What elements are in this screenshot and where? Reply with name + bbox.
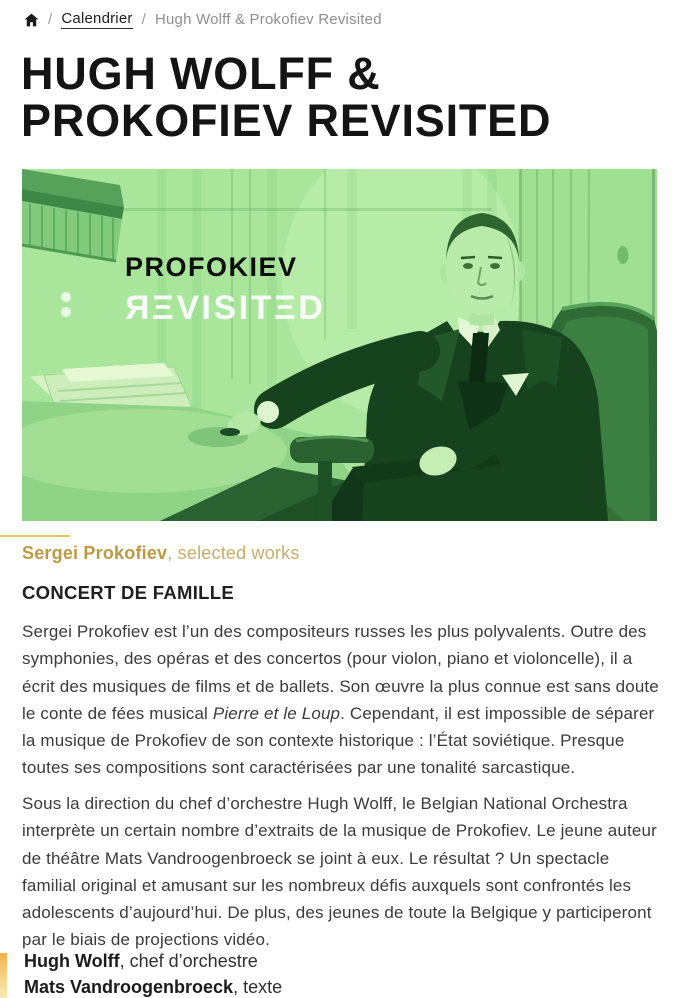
credit-name: Hugh Wolff bbox=[24, 951, 120, 971]
page-title-line2: PROKOFIEV REVISITED bbox=[21, 95, 552, 146]
work-title-italic: Pierre et le Loup bbox=[212, 703, 341, 723]
paragraph-1 bbox=[22, 618, 670, 782]
paragraph-1-line: toutes ses compositions sont caractérisées par une tonalité sarcastique. bbox=[22, 758, 576, 778]
credits-accent-bar bbox=[0, 953, 7, 998]
hero-image bbox=[22, 169, 657, 521]
paragraph-2-line: par le biais de projections vidéo. bbox=[22, 930, 270, 950]
paragraph-1-line: le conte de fées musical Pierre et le Loup. Cependant, il est impossible de séparer bbox=[22, 703, 655, 723]
paragraph-2-line: interprète un certain nombre d’extraits de la musique de Prokofiev. Le jeune auteur bbox=[22, 821, 657, 841]
gold-divider bbox=[0, 535, 70, 537]
breadcrumb bbox=[24, 10, 382, 29]
hero-overlay-subtitle: ЯΞVISITΞD bbox=[125, 289, 326, 327]
breadcrumb-current: Hugh Wolff & Prokofiev Revisited bbox=[154, 11, 382, 28]
page-title bbox=[21, 50, 551, 144]
paragraph-2-line: Sous la direction du chef d’orchestre Hugh Wolff, le Belgian National Orchestra bbox=[22, 794, 628, 813]
overlay-colon-dot bbox=[61, 307, 71, 317]
hero-overlay-title: PROFOKIEV bbox=[125, 252, 298, 282]
paragraph-2-line: adolescents d’aujourd’hui. De plus, des jeunes de toute la Belgique y participeront bbox=[22, 903, 652, 923]
credit-line bbox=[24, 949, 282, 975]
paragraph-1-line: la musique de Prokofiev de son contexte historique : l’État soviétique. Presque bbox=[22, 731, 625, 751]
paragraph-1-line: symphonies, des opéras et des concertos (pour violon, piano et violoncelle), il a bbox=[22, 649, 633, 669]
paragraph-1-line: écrit des musiques de films et de ballets. Son œuvre la plus connue est sans doute bbox=[22, 676, 659, 696]
paragraph-2 bbox=[22, 790, 670, 954]
breadcrumb-separator: / bbox=[141, 11, 146, 28]
hero-photo-illustration bbox=[22, 169, 657, 521]
home-link[interactable] bbox=[24, 13, 39, 27]
breadcrumb-link-calendrier[interactable]: Calendrier bbox=[61, 10, 133, 27]
credit-name: Mats Vandroogenbroeck bbox=[24, 976, 234, 997]
page-title-line1: HUGH WOLFF & bbox=[21, 48, 381, 99]
paragraph-2-line: de théâtre Mats Vandroogenbroeck se joint à eux. Le résultat ? Un spectacle bbox=[22, 848, 610, 868]
credit-line bbox=[24, 975, 282, 998]
section-heading: CONCERT DE FAMILLE bbox=[22, 582, 234, 603]
program-line bbox=[22, 543, 300, 564]
composer-name: Sergei Prokofiev bbox=[22, 543, 168, 563]
credit-role: , chef d’orchestre bbox=[119, 951, 258, 971]
paragraph-1-line: Sergei Prokofiev est l’un des compositeurs russes les plus polyvalents. Outre des bbox=[22, 622, 647, 641]
credits-block bbox=[24, 949, 282, 998]
home-icon bbox=[24, 13, 39, 27]
paragraph-2-line: familial original et amusant sur les nombreux défis auxquels sont confrontés les bbox=[22, 875, 632, 895]
overlay-colon-dot bbox=[61, 292, 71, 302]
breadcrumb-separator: / bbox=[48, 11, 53, 28]
program-detail: , selected works bbox=[167, 543, 300, 563]
credit-role: , texte bbox=[233, 976, 283, 997]
